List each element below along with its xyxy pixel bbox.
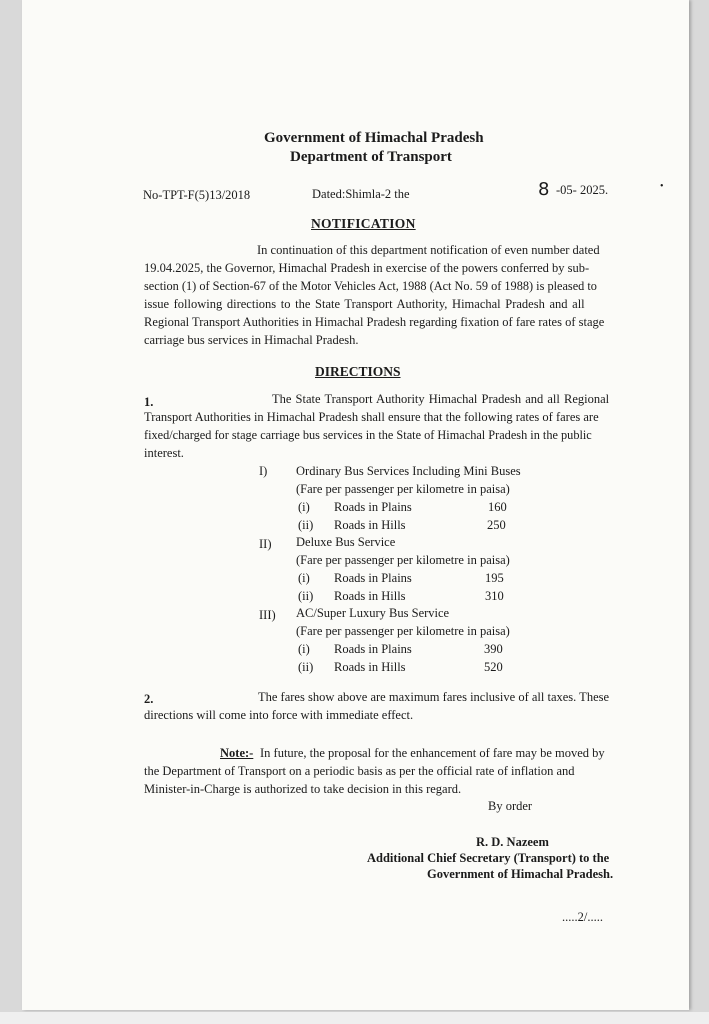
signatory-organisation: Government of Himachal Pradesh. xyxy=(427,867,614,881)
note-line-1: In future, the proposal for the enhancement of fare may be moved by xyxy=(260,746,605,760)
fare-1-row-2-label: Roads in Hills xyxy=(334,518,406,532)
stray-mark: • xyxy=(660,181,664,192)
by-order: By order xyxy=(488,799,533,813)
note-line-2: the Department of Transport on a periodic basis as per the official rate of inflation and xyxy=(144,764,575,778)
fare-group-2-unit: (Fare per passenger per kilometre in paisa) xyxy=(296,553,510,567)
fare-group-1-title: Ordinary Bus Services Including Mini Buses xyxy=(296,464,521,478)
fare-1-row-1-value: 160 xyxy=(488,500,507,514)
fare-2-row-1-value: 195 xyxy=(485,571,504,585)
note-label: Note:- xyxy=(220,746,254,760)
fare-3-row-2-idx: (ii) xyxy=(298,660,314,674)
direction-2-line-1: The fares show above are maximum fares inclusive of all taxes. These xyxy=(258,690,610,704)
fare-1-row-2-value: 250 xyxy=(487,518,506,532)
direction-2-number: 2. xyxy=(144,692,154,706)
department-heading: Department of Transport xyxy=(290,149,452,165)
fare-group-3-unit: (Fare per passenger per kilometre in paisa) xyxy=(296,624,510,638)
reference-number: No-TPT-F(5)13/2018 xyxy=(143,188,251,202)
fare-3-row-1-label: Roads in Plains xyxy=(334,642,412,656)
intro-line-1: In continuation of this department notification of even number dated xyxy=(257,243,600,257)
fare-group-3-numeral: III) xyxy=(259,608,276,622)
intro-line-6: carriage bus services in Himachal Pradesh. xyxy=(144,333,359,347)
fare-3-row-1-idx: (i) xyxy=(298,642,310,656)
fare-2-row-1-idx: (i) xyxy=(298,571,310,585)
page-gap xyxy=(0,1012,709,1024)
intro-line-2: 19.04.2025, the Governor, Himachal Pradesh in exercise of the powers conferred by sub- xyxy=(144,261,590,275)
direction-1-line-2: Transport Authorities in Himachal Pradesh shall ensure that the following rates of fares are xyxy=(144,410,599,424)
signatory-designation: Additional Chief Secretary (Transport) to the xyxy=(367,851,610,865)
fare-group-2-title: Deluxe Bus Service xyxy=(296,535,396,549)
fare-group-2-numeral: II) xyxy=(259,537,272,551)
government-heading: Government of Himachal Pradesh xyxy=(264,130,484,146)
direction-1-line-3: fixed/charged for stage carriage bus services in the State of Himachal Pradesh in the public xyxy=(144,428,592,442)
fare-3-row-2-value: 520 xyxy=(484,660,503,674)
fare-group-1-numeral: I) xyxy=(259,464,268,478)
directions-title: DIRECTIONS xyxy=(315,364,401,379)
signatory-name: R. D. Nazeem xyxy=(476,835,549,849)
fare-2-row-1-label: Roads in Plains xyxy=(334,571,412,585)
direction-1-number: 1. xyxy=(144,395,154,409)
fare-3-row-2-label: Roads in Hills xyxy=(334,660,406,674)
direction-1-line-4: interest. xyxy=(144,446,184,460)
fare-2-row-2-idx: (ii) xyxy=(298,589,314,603)
fare-2-row-2-label: Roads in Hills xyxy=(334,589,406,603)
fare-1-row-1-label: Roads in Plains xyxy=(334,500,412,514)
direction-1-line-1: The State Transport Authority Himachal Pradesh and all Regional xyxy=(272,392,610,406)
intro-line-3: section (1) of Section-67 of the Motor Vehicles Act, 1988 (Act No. 59 of 1988) is pleased to xyxy=(144,279,597,293)
fare-3-row-1-value: 390 xyxy=(484,642,503,656)
fare-group-1-unit: (Fare per passenger per kilometre in paisa) xyxy=(296,482,510,496)
fare-1-row-2-idx: (ii) xyxy=(298,518,314,532)
dated-label: Dated:Shimla-2 the xyxy=(312,187,410,201)
fare-1-row-1-idx: (i) xyxy=(298,500,310,514)
page-continuation-marker: .....2/..... xyxy=(562,910,603,924)
notification-title: NOTIFICATION xyxy=(311,216,416,231)
fare-group-3-title: AC/Super Luxury Bus Service xyxy=(296,606,450,620)
date-rest: -05- 2025. xyxy=(556,183,609,197)
direction-2-line-2: directions will come into force with immediate effect. xyxy=(144,708,414,722)
intro-line-5: Regional Transport Authorities in Himachal Pradesh regarding fixation of fare rates of stage xyxy=(144,315,605,329)
date-handwritten-day: 8 xyxy=(538,179,550,200)
note-line-3: Minister-in-Charge is authorized to take decision in this regard. xyxy=(144,782,462,796)
fare-2-row-2-value: 310 xyxy=(485,589,504,603)
intro-line-4: issue following directions to the State Transport Authority, Himachal Pradesh and all xyxy=(144,297,585,311)
